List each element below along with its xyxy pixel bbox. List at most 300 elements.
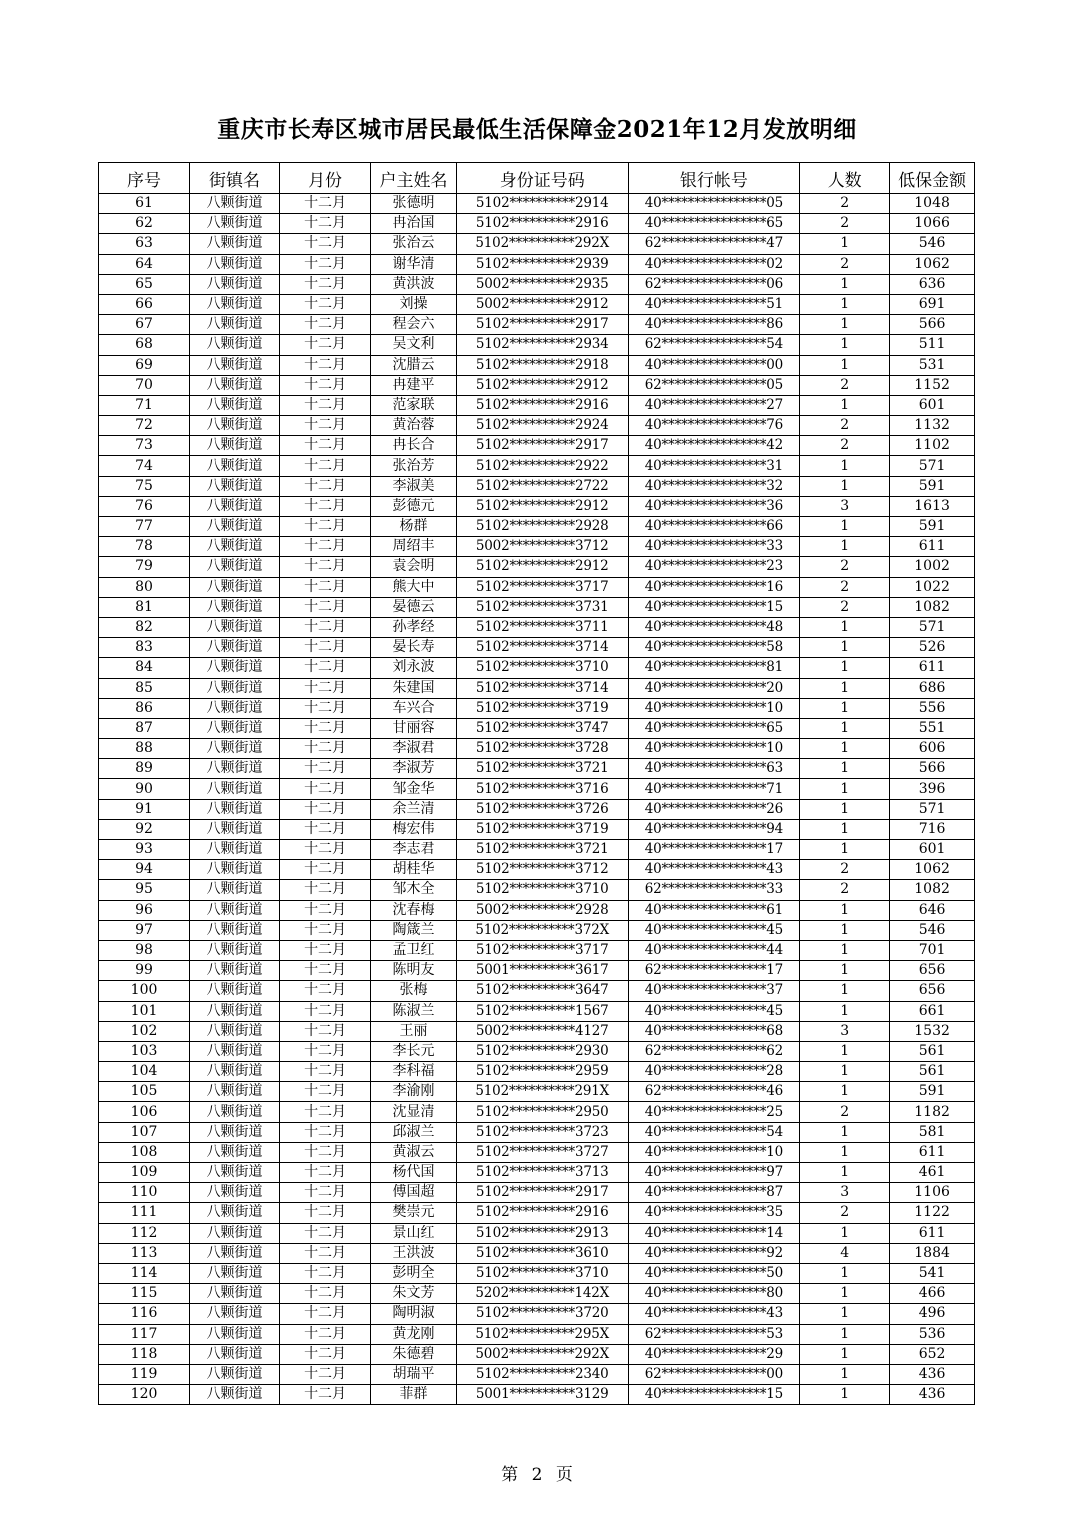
cell-bank-account: 40****************23 [628, 557, 800, 577]
cell-persons: 1 [800, 920, 890, 940]
cell-householder: 李淑芳 [371, 759, 457, 779]
cell-index: 101 [99, 1001, 190, 1021]
cell-street: 八颗街道 [190, 860, 280, 880]
cell-persons: 2 [800, 375, 890, 395]
cell-id-number: 5102**********2916 [456, 395, 628, 415]
cell-amount: 546 [890, 920, 975, 940]
cell-id-number: 5102**********295X [456, 1324, 628, 1344]
cell-index: 86 [99, 698, 190, 718]
cell-amount: 716 [890, 819, 975, 839]
cell-id-number: 5102**********3717 [456, 940, 628, 960]
cell-street: 八颗街道 [190, 1082, 280, 1102]
cell-index: 65 [99, 274, 190, 294]
cell-street: 八颗街道 [190, 496, 280, 516]
cell-id-number: 5002**********4127 [456, 1021, 628, 1041]
table-row [99, 1062, 975, 1082]
cell-persons: 2 [800, 254, 890, 274]
cell-index: 119 [99, 1364, 190, 1384]
cell-index: 80 [99, 577, 190, 597]
cell-index: 108 [99, 1142, 190, 1162]
cell-street: 八颗街道 [190, 315, 280, 335]
cell-street: 八颗街道 [190, 436, 280, 456]
cell-id-number: 5102**********3723 [456, 1122, 628, 1142]
cell-street: 八颗街道 [190, 194, 280, 214]
cell-index: 71 [99, 395, 190, 415]
cell-index: 113 [99, 1243, 190, 1263]
cell-householder: 沈春梅 [371, 900, 457, 920]
cell-amount: 1613 [890, 496, 975, 516]
cell-persons: 1 [800, 779, 890, 799]
cell-householder: 沈腊云 [371, 355, 457, 375]
cell-index: 64 [99, 254, 190, 274]
cell-month: 十二月 [280, 395, 371, 415]
cell-persons: 1 [800, 759, 890, 779]
cell-street: 八颗街道 [190, 658, 280, 678]
cell-street: 八颗街道 [190, 1324, 280, 1344]
cell-id-number: 5102**********3711 [456, 617, 628, 637]
cell-amount: 636 [890, 274, 975, 294]
cell-month: 十二月 [280, 194, 371, 214]
cell-month: 十二月 [280, 416, 371, 436]
table-row [99, 1021, 975, 1041]
cell-amount: 461 [890, 1163, 975, 1183]
cell-id-number: 5102**********2917 [456, 436, 628, 456]
cell-id-number: 5102**********2912 [456, 375, 628, 395]
cell-householder: 彭德元 [371, 496, 457, 516]
table-row [99, 1364, 975, 1384]
cell-id-number: 5102**********2950 [456, 1102, 628, 1122]
cell-householder: 胡瑞平 [371, 1364, 457, 1384]
page-title: 重庆市长寿区城市居民最低生活保障金2021年12月发放明细 [217, 116, 857, 143]
cell-id-number: 5102**********2959 [456, 1062, 628, 1082]
cell-householder: 周绍丰 [371, 537, 457, 557]
cell-persons: 1 [800, 1344, 890, 1364]
table-row [99, 638, 975, 658]
cell-index: 67 [99, 315, 190, 335]
cell-householder: 李淑美 [371, 476, 457, 496]
cell-persons: 2 [800, 436, 890, 456]
cell-index: 62 [99, 214, 190, 234]
cell-persons: 1 [800, 1062, 890, 1082]
cell-month: 十二月 [280, 1122, 371, 1142]
cell-householder: 黄龙刚 [371, 1324, 457, 1344]
cell-index: 102 [99, 1021, 190, 1041]
cell-id-number: 5102**********3726 [456, 799, 628, 819]
cell-householder: 余兰清 [371, 799, 457, 819]
cell-index: 93 [99, 840, 190, 860]
cell-bank-account: 40****************02 [628, 254, 800, 274]
cell-month: 十二月 [280, 718, 371, 738]
cell-month: 十二月 [280, 577, 371, 597]
cell-street: 八颗街道 [190, 1001, 280, 1021]
cell-month: 十二月 [280, 799, 371, 819]
table-row [99, 779, 975, 799]
cell-street: 八颗街道 [190, 1122, 280, 1142]
cell-index: 95 [99, 880, 190, 900]
cell-month: 十二月 [280, 1062, 371, 1082]
cell-month: 十二月 [280, 840, 371, 860]
table-row [99, 214, 975, 234]
cell-month: 十二月 [280, 1263, 371, 1283]
cell-street: 八颗街道 [190, 1263, 280, 1283]
cell-persons: 3 [800, 496, 890, 516]
cell-persons: 1 [800, 1001, 890, 1021]
cell-month: 十二月 [280, 1385, 371, 1405]
cell-householder: 傅国超 [371, 1183, 457, 1203]
cell-bank-account: 40****************25 [628, 1102, 800, 1122]
cell-bank-account: 40****************68 [628, 1021, 800, 1041]
cell-month: 十二月 [280, 1364, 371, 1384]
cell-householder: 冉建平 [371, 375, 457, 395]
cell-street: 八颗街道 [190, 1021, 280, 1041]
cell-month: 十二月 [280, 920, 371, 940]
cell-month: 十二月 [280, 698, 371, 718]
table-row [99, 981, 975, 1001]
cell-amount: 591 [890, 476, 975, 496]
cell-id-number: 5102**********2340 [456, 1364, 628, 1384]
cell-bank-account: 40****************97 [628, 1163, 800, 1183]
cell-id-number: 5102**********292X [456, 234, 628, 254]
cell-bank-account: 62****************05 [628, 375, 800, 395]
cell-persons: 1 [800, 1263, 890, 1283]
cell-id-number: 5102**********3647 [456, 981, 628, 1001]
cell-id-number: 5102**********3710 [456, 658, 628, 678]
cell-index: 68 [99, 335, 190, 355]
cell-householder: 朱文芳 [371, 1284, 457, 1304]
cell-index: 107 [99, 1122, 190, 1142]
cell-persons: 1 [800, 1082, 890, 1102]
table-row [99, 1163, 975, 1183]
cell-street: 八颗街道 [190, 1385, 280, 1405]
cell-index: 111 [99, 1203, 190, 1223]
cell-persons: 1 [800, 638, 890, 658]
cell-index: 74 [99, 456, 190, 476]
table-row [99, 517, 975, 537]
cell-bank-account: 40****************86 [628, 315, 800, 335]
cell-persons: 1 [800, 900, 890, 920]
cell-amount: 561 [890, 1062, 975, 1082]
cell-id-number: 5102**********2916 [456, 1203, 628, 1223]
cell-persons: 2 [800, 194, 890, 214]
table-row [99, 1041, 975, 1061]
table-row [99, 1001, 975, 1021]
cell-householder: 范家联 [371, 395, 457, 415]
table-row [99, 1263, 975, 1283]
cell-amount: 1122 [890, 1203, 975, 1223]
cell-bank-account: 40****************45 [628, 1001, 800, 1021]
cell-amount: 496 [890, 1304, 975, 1324]
cell-householder: 晏长寿 [371, 638, 457, 658]
cell-persons: 1 [800, 315, 890, 335]
cell-id-number: 5102**********3721 [456, 759, 628, 779]
cell-month: 十二月 [280, 476, 371, 496]
cell-persons: 1 [800, 1304, 890, 1324]
table-row [99, 819, 975, 839]
table-row [99, 274, 975, 294]
cell-householder: 冉治国 [371, 214, 457, 234]
cell-persons: 3 [800, 1183, 890, 1203]
cell-street: 八颗街道 [190, 940, 280, 960]
cell-month: 十二月 [280, 658, 371, 678]
cell-month: 十二月 [280, 860, 371, 880]
cell-index: 103 [99, 1041, 190, 1061]
cell-bank-account: 40****************29 [628, 1344, 800, 1364]
cell-amount: 611 [890, 1142, 975, 1162]
cell-street: 八颗街道 [190, 739, 280, 759]
cell-persons: 1 [800, 335, 890, 355]
cell-month: 十二月 [280, 537, 371, 557]
cell-bank-account: 40****************05 [628, 194, 800, 214]
cell-month: 十二月 [280, 355, 371, 375]
table-row [99, 617, 975, 637]
cell-id-number: 5102**********2928 [456, 517, 628, 537]
cell-persons: 1 [800, 1364, 890, 1384]
table-row [99, 1223, 975, 1243]
cell-id-number: 5102**********3716 [456, 779, 628, 799]
cell-amount: 611 [890, 537, 975, 557]
cell-householder: 王洪波 [371, 1243, 457, 1263]
cell-index: 70 [99, 375, 190, 395]
cell-index: 87 [99, 718, 190, 738]
table-row [99, 355, 975, 375]
cell-bank-account: 40****************31 [628, 456, 800, 476]
table-row [99, 940, 975, 960]
cell-index: 75 [99, 476, 190, 496]
cell-householder: 邹木全 [371, 880, 457, 900]
cell-persons: 1 [800, 355, 890, 375]
cell-month: 十二月 [280, 981, 371, 1001]
cell-street: 八颗街道 [190, 577, 280, 597]
table-row [99, 840, 975, 860]
cell-id-number: 5102**********3727 [456, 1142, 628, 1162]
cell-householder: 陈淑兰 [371, 1001, 457, 1021]
cell-householder: 李科福 [371, 1062, 457, 1082]
cell-id-number: 5102**********2930 [456, 1041, 628, 1061]
cell-month: 十二月 [280, 638, 371, 658]
cell-bank-account: 40****************80 [628, 1284, 800, 1304]
cell-amount: 546 [890, 234, 975, 254]
cell-street: 八颗街道 [190, 1243, 280, 1263]
cell-id-number: 5102**********2939 [456, 254, 628, 274]
table-row [99, 1102, 975, 1122]
table-row [99, 860, 975, 880]
cell-bank-account: 40****************48 [628, 617, 800, 637]
table-row [99, 1324, 975, 1344]
table-row [99, 496, 975, 516]
cell-amount: 1062 [890, 254, 975, 274]
table-row [99, 436, 975, 456]
cell-persons: 1 [800, 840, 890, 860]
cell-amount: 591 [890, 517, 975, 537]
cell-index: 88 [99, 739, 190, 759]
cell-street: 八颗街道 [190, 597, 280, 617]
cell-persons: 1 [800, 294, 890, 314]
cell-persons: 2 [800, 1102, 890, 1122]
cell-bank-account: 40****************43 [628, 1304, 800, 1324]
cell-id-number: 5102**********3719 [456, 698, 628, 718]
cell-index: 118 [99, 1344, 190, 1364]
cell-index: 116 [99, 1304, 190, 1324]
cell-bank-account: 62****************62 [628, 1041, 800, 1061]
cell-street: 八颗街道 [190, 557, 280, 577]
cell-month: 十二月 [280, 456, 371, 476]
cell-street: 八颗街道 [190, 1223, 280, 1243]
table-row [99, 476, 975, 496]
cell-bank-account: 40****************28 [628, 1062, 800, 1082]
cell-month: 十二月 [280, 234, 371, 254]
cell-householder: 张梅 [371, 981, 457, 1001]
cell-amount: 656 [890, 981, 975, 1001]
cell-amount: 591 [890, 1082, 975, 1102]
cell-id-number: 5102**********3728 [456, 739, 628, 759]
cell-index: 98 [99, 940, 190, 960]
cell-householder: 黄洪波 [371, 274, 457, 294]
cell-bank-account: 40****************42 [628, 436, 800, 456]
cell-amount: 1532 [890, 1021, 975, 1041]
cell-month: 十二月 [280, 335, 371, 355]
cell-amount: 601 [890, 395, 975, 415]
cell-id-number: 5001**********3129 [456, 1385, 628, 1405]
cell-index: 69 [99, 355, 190, 375]
cell-index: 120 [99, 1385, 190, 1405]
cell-bank-account: 62****************47 [628, 234, 800, 254]
cell-month: 十二月 [280, 900, 371, 920]
cell-householder: 吴文利 [371, 335, 457, 355]
table-row [99, 456, 975, 476]
cell-index: 91 [99, 799, 190, 819]
cell-amount: 566 [890, 759, 975, 779]
cell-amount: 396 [890, 779, 975, 799]
cell-street: 八颗街道 [190, 375, 280, 395]
cell-amount: 1048 [890, 194, 975, 214]
cell-householder: 李渝刚 [371, 1082, 457, 1102]
cell-month: 十二月 [280, 819, 371, 839]
cell-id-number: 5102**********2934 [456, 335, 628, 355]
cell-id-number: 5102**********3610 [456, 1243, 628, 1263]
cell-index: 90 [99, 779, 190, 799]
cell-id-number: 5102**********2918 [456, 355, 628, 375]
table-row [99, 395, 975, 415]
table-row [99, 315, 975, 335]
cell-street: 八颗街道 [190, 840, 280, 860]
cell-month: 十二月 [280, 597, 371, 617]
cell-id-number: 5102**********2916 [456, 214, 628, 234]
cell-id-number: 5102**********2914 [456, 194, 628, 214]
cell-month: 十二月 [280, 1021, 371, 1041]
cell-householder: 菲群 [371, 1385, 457, 1405]
cell-householder: 孙孝经 [371, 617, 457, 637]
cell-persons: 1 [800, 961, 890, 981]
cell-id-number: 5102**********3710 [456, 880, 628, 900]
cell-bank-account: 40****************58 [628, 638, 800, 658]
cell-householder: 程会六 [371, 315, 457, 335]
cell-householder: 胡桂华 [371, 860, 457, 880]
cell-index: 77 [99, 517, 190, 537]
table-row [99, 1183, 975, 1203]
cell-bank-account: 40****************44 [628, 940, 800, 960]
cell-amount: 661 [890, 1001, 975, 1021]
cell-amount: 1182 [890, 1102, 975, 1122]
cell-street: 八颗街道 [190, 335, 280, 355]
cell-index: 84 [99, 658, 190, 678]
cell-amount: 536 [890, 1324, 975, 1344]
cell-month: 十二月 [280, 880, 371, 900]
cell-bank-account: 40****************94 [628, 819, 800, 839]
cell-index: 63 [99, 234, 190, 254]
cell-persons: 1 [800, 476, 890, 496]
cell-bank-account: 40****************27 [628, 395, 800, 415]
cell-id-number: 5102**********1567 [456, 1001, 628, 1021]
cell-householder: 李志君 [371, 840, 457, 860]
cell-persons: 2 [800, 577, 890, 597]
cell-id-number: 5102**********3720 [456, 1304, 628, 1324]
cell-street: 八颗街道 [190, 617, 280, 637]
cell-persons: 1 [800, 1122, 890, 1142]
cell-bank-account: 40****************00 [628, 355, 800, 375]
cell-street: 八颗街道 [190, 355, 280, 375]
cell-persons: 1 [800, 1041, 890, 1061]
table-row [99, 799, 975, 819]
cell-index: 109 [99, 1163, 190, 1183]
cell-index: 61 [99, 194, 190, 214]
cell-bank-account: 40****************76 [628, 416, 800, 436]
cell-bank-account: 40****************71 [628, 779, 800, 799]
cell-persons: 1 [800, 678, 890, 698]
cell-index: 92 [99, 819, 190, 839]
cell-id-number: 5102**********2912 [456, 496, 628, 516]
table-row [99, 718, 975, 738]
table-row [99, 698, 975, 718]
table-row [99, 234, 975, 254]
table-header-row [99, 163, 975, 194]
cell-month: 十二月 [280, 1284, 371, 1304]
cell-amount: 551 [890, 718, 975, 738]
cell-id-number: 5102**********2913 [456, 1223, 628, 1243]
col-header-amount: 低保金额 [890, 163, 975, 194]
cell-month: 十二月 [280, 1082, 371, 1102]
cell-bank-account: 40****************54 [628, 1122, 800, 1142]
cell-street: 八颗街道 [190, 1041, 280, 1061]
cell-month: 十二月 [280, 517, 371, 537]
cell-street: 八颗街道 [190, 759, 280, 779]
cell-persons: 1 [800, 234, 890, 254]
cell-householder: 李长元 [371, 1041, 457, 1061]
cell-amount: 1102 [890, 436, 975, 456]
cell-bank-account: 40****************17 [628, 840, 800, 860]
cell-street: 八颗街道 [190, 1142, 280, 1162]
cell-bank-account: 62****************00 [628, 1364, 800, 1384]
cell-amount: 1062 [890, 860, 975, 880]
table-row [99, 597, 975, 617]
cell-street: 八颗街道 [190, 961, 280, 981]
cell-month: 十二月 [280, 1041, 371, 1061]
cell-month: 十二月 [280, 1142, 371, 1162]
cell-id-number: 5002**********3712 [456, 537, 628, 557]
table-row [99, 537, 975, 557]
cell-persons: 1 [800, 537, 890, 557]
cell-index: 96 [99, 900, 190, 920]
cell-id-number: 5202**********142X [456, 1284, 628, 1304]
table-row [99, 880, 975, 900]
cell-street: 八颗街道 [190, 900, 280, 920]
cell-amount: 611 [890, 658, 975, 678]
cell-id-number: 5102**********3747 [456, 718, 628, 738]
cell-index: 104 [99, 1062, 190, 1082]
cell-bank-account: 40****************10 [628, 1142, 800, 1162]
cell-index: 115 [99, 1284, 190, 1304]
cell-bank-account: 40****************20 [628, 678, 800, 698]
table-row [99, 1344, 975, 1364]
